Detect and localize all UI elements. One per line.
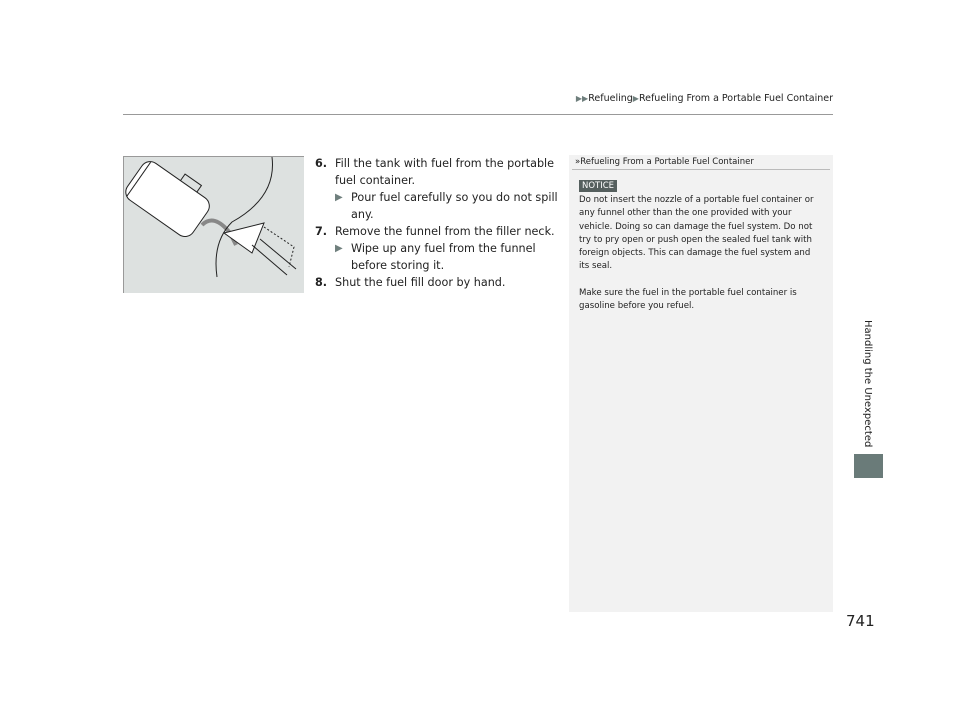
step-text: Remove the funnel from the filler neck.: [335, 225, 555, 238]
step-note: [335, 189, 565, 223]
step-6: [315, 155, 565, 223]
step-text: Shut the fuel fill door by hand.: [335, 276, 506, 289]
notice-badge: NOTICE: [579, 180, 617, 192]
triangle-icon: ▶: [335, 192, 343, 203]
double-arrow-icon: »: [575, 157, 581, 167]
note-text: Pour fuel carefully so you do not spill any.: [351, 191, 558, 221]
notice-paragraph: Do not insert the nozzle of a portable fuel container or any funnel other than the one provided with your vehicle. Doing so can damage the fuel system. Do not try to pry open or push open the sealed fuel tank with foreign objects. This can damage the fuel system and its seal.: [579, 195, 814, 272]
step-number: 6.: [315, 157, 328, 170]
section-label: Handling the Unexpected: [862, 320, 873, 448]
note-text: Wipe up any fuel from the funnel before storing it.: [351, 242, 536, 272]
step-text: Fill the tank with fuel from the portable fuel container.: [335, 157, 555, 187]
section-tab-marker: [854, 454, 883, 478]
breadcrumb: [576, 93, 833, 104]
step-number: 8.: [315, 276, 328, 289]
header-rule: [123, 114, 833, 115]
page-number: 741: [846, 612, 875, 630]
triangle-icon: ▶: [632, 94, 639, 103]
step-note: [335, 240, 565, 274]
triangle-icon: ▶: [335, 243, 343, 254]
sidebar-title-text: Refueling From a Portable Fuel Container: [580, 157, 754, 167]
breadcrumb-item[interactable]: Refueling: [588, 93, 633, 104]
breadcrumb-item[interactable]: Refueling From a Portable Fuel Container: [638, 93, 833, 104]
notice-paragraph: Make sure the fuel in the portable fuel container is gasoline before you refuel.: [579, 287, 797, 312]
step-number: 7.: [315, 225, 328, 238]
sidebar-title: [572, 155, 830, 170]
step-8: [315, 274, 565, 291]
funnel-illustration: [123, 156, 304, 293]
sidebar-notes: [569, 155, 833, 612]
triangle-icon: ▶▶: [575, 94, 589, 103]
step-7: [315, 223, 565, 274]
notice-text: [569, 194, 833, 313]
steps-list: [315, 155, 565, 291]
